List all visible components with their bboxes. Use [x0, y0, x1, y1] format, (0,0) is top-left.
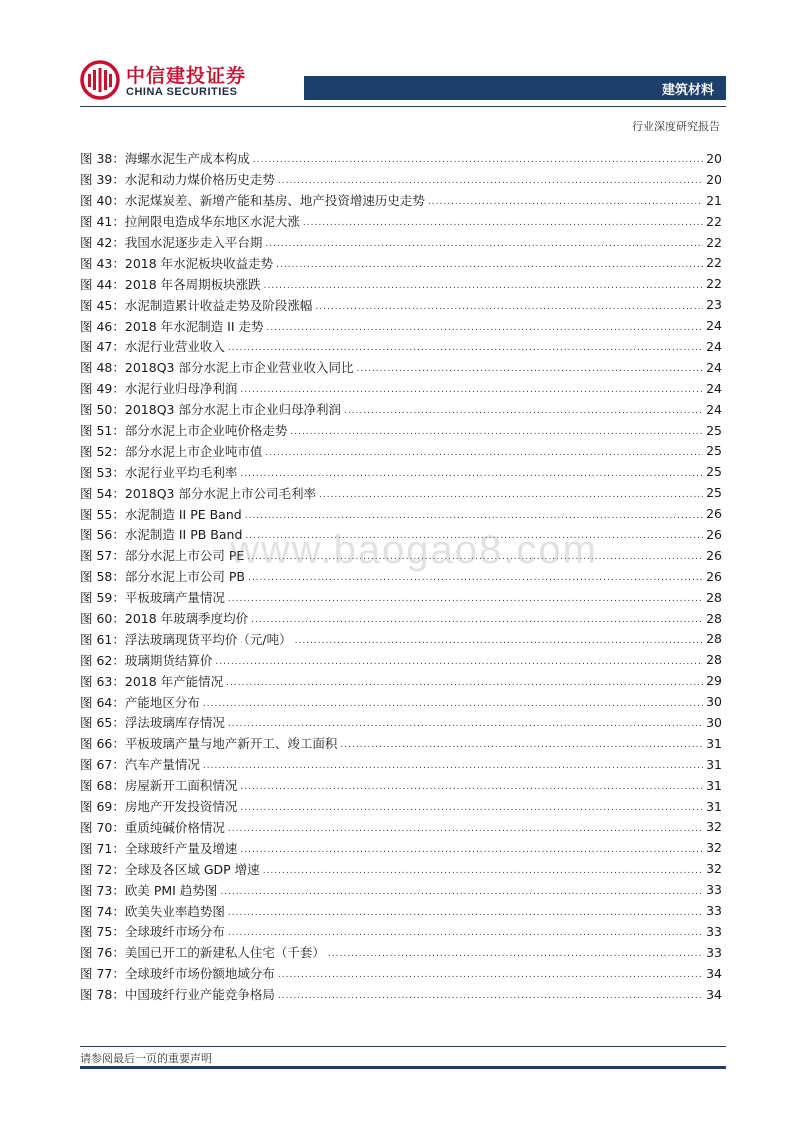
toc-entry-page: 22: [706, 213, 722, 229]
toc-leader-dots: [356, 364, 703, 374]
footer-bar: [80, 1066, 726, 1069]
toc-entry-title: 图 50：2018Q3 部分水泥上市企业归母净利润: [80, 402, 341, 418]
toc-leader-dots: [228, 719, 703, 729]
toc-leader-dots: [278, 176, 703, 186]
toc-entry[interactable]: [80, 858, 722, 879]
footer-divider: [80, 1046, 726, 1047]
toc-entry-title: 图 43：2018 年水泥板块收益走势: [80, 255, 274, 271]
toc-leader-dots: [264, 281, 703, 291]
toc-entry-page: 30: [706, 694, 722, 710]
toc-leader-dots: [265, 239, 703, 249]
toc-entry[interactable]: [80, 273, 722, 294]
toc-entry-title: 图 57：部分水泥上市公司 PE: [80, 548, 245, 564]
toc-entry-title: 图 48：2018Q3 部分水泥上市企业营业收入同比: [80, 360, 354, 376]
toc-entry[interactable]: [80, 984, 722, 1005]
toc-entry-page: 32: [706, 819, 722, 835]
toc-entry[interactable]: [80, 879, 722, 900]
toc-entry-title: 图 53：水泥行业平均毛利率: [80, 464, 238, 480]
company-logo: [80, 60, 250, 102]
section-title: 建筑材料: [661, 83, 714, 98]
toc-leader-dots: [278, 991, 703, 1001]
toc-entry-title: 图 42：我国水泥逐步走入平台期: [80, 235, 263, 250]
toc-entry-page: 28: [706, 652, 722, 668]
toc-entry-page: 26: [706, 547, 722, 563]
toc-entry-title: 图 73：欧美 PMI 趋势图: [80, 882, 218, 898]
toc-leader-dots: [248, 573, 703, 583]
toc-entry-page: 33: [706, 944, 722, 960]
toc-leader-dots: [276, 260, 703, 270]
toc-entry[interactable]: [80, 942, 722, 963]
footer-notice: 请参阅最后一页的重要声明: [80, 1052, 212, 1065]
page-header: [0, 0, 800, 140]
toc-entry-page: 33: [706, 882, 722, 898]
toc-entry-title: 图 47：水泥行业营业收入: [80, 339, 225, 355]
toc-entry-title: 图 67：汽车产量情况: [80, 757, 200, 773]
toc-entry[interactable]: [80, 420, 722, 441]
toc-leader-dots: [240, 469, 703, 479]
toc-entry-title: 图 41：拉闸限电造成华东地区水泥大涨: [80, 214, 300, 230]
toc-leader-dots: [240, 845, 703, 855]
toc-entry-title: 图 46：2018 年水泥制造 II 走势: [80, 318, 264, 334]
toc-entry[interactable]: [80, 440, 722, 461]
toc-leader-dots: [319, 490, 703, 500]
toc-entry[interactable]: [80, 691, 722, 712]
toc-entry-title: 图 52：部分水泥上市企业吨市值: [80, 443, 263, 459]
toc-leader-dots: [228, 343, 703, 353]
toc-leader-dots: [278, 970, 703, 980]
toc-entry-page: 34: [706, 965, 722, 981]
toc-entry-page: 25: [706, 443, 722, 459]
toc-entry-page: 24: [706, 318, 722, 334]
toc-entry[interactable]: [80, 649, 722, 670]
watermark: www.baogao8.com: [230, 528, 598, 572]
toc-entry[interactable]: [80, 587, 722, 608]
figure-list: [80, 148, 722, 1005]
toc-entry-title: 图 59：平板玻璃产量情况: [80, 590, 225, 606]
toc-entry-page: 25: [706, 485, 722, 501]
toc-leader-dots: [220, 887, 703, 897]
toc-entry[interactable]: [80, 900, 722, 921]
toc-entry-page: 26: [706, 568, 722, 584]
toc-entry-title: 图 69：房地产开发投资情况: [80, 799, 238, 815]
toc-entry[interactable]: [80, 503, 722, 524]
toc-entry-title: 图 77：全球玻纤市场份额地域分布: [80, 966, 275, 982]
toc-entry[interactable]: [80, 712, 722, 733]
toc-entry-title: 图 66：平板玻璃产量与地产新开工、竣工面积: [80, 736, 338, 752]
toc-leader-dots: [344, 406, 703, 416]
toc-entry[interactable]: [80, 148, 722, 169]
toc-entry-title: 图 64：产能地区分布: [80, 694, 200, 710]
toc-entry-page: 32: [706, 840, 722, 856]
toc-entry[interactable]: [80, 169, 722, 190]
toc-entry[interactable]: [80, 232, 722, 253]
toc-leader-dots: [303, 218, 703, 228]
toc-entry-title: 图 61：浮法玻璃现货平均价（元/吨）: [80, 631, 292, 647]
toc-entry[interactable]: [80, 921, 722, 942]
toc-entry-page: 22: [706, 276, 722, 292]
toc-entry[interactable]: [80, 378, 722, 399]
toc-entry-page: 22: [706, 255, 722, 271]
toc-leader-dots: [265, 448, 703, 458]
toc-entry[interactable]: [80, 754, 722, 775]
toc-entry-page: 29: [706, 673, 722, 689]
toc-leader-dots: [266, 323, 703, 333]
toc-entry-page: 31: [706, 798, 722, 814]
toc-entry-page: 24: [706, 401, 722, 417]
toc-entry[interactable]: [80, 294, 722, 315]
toc-entry-title: 图 38：海螺水泥生产成本构成: [80, 151, 250, 167]
toc-entry[interactable]: [80, 357, 722, 378]
toc-entry-page: 24: [706, 359, 722, 375]
toc-entry-title: 图 45：水泥制造累计收益走势及阶段涨幅: [80, 297, 313, 313]
toc-entry[interactable]: [80, 252, 722, 273]
logo-english-name: CHINA SECURITIES: [126, 86, 238, 98]
toc-leader-dots: [263, 866, 703, 876]
toc-leader-dots: [240, 782, 703, 792]
toc-entry-title: 图 56：水泥制造 II PB Band: [80, 527, 243, 543]
toc-entry-title: 图 60：2018 年玻璃季度均价: [80, 611, 249, 627]
toc-entry[interactable]: [80, 837, 722, 858]
toc-entry-page: 30: [706, 714, 722, 730]
toc-entry-page: 33: [706, 923, 722, 939]
toc-leader-dots: [428, 197, 703, 207]
toc-leader-dots: [240, 803, 703, 813]
toc-entry-page: 25: [706, 464, 722, 480]
toc-leader-dots: [228, 908, 703, 918]
toc-entry[interactable]: [80, 399, 722, 420]
toc-leader-dots: [228, 594, 703, 604]
toc-entry-title: 图 55：水泥制造 II PE Band: [80, 506, 242, 522]
toc-entry[interactable]: [80, 461, 722, 482]
toc-entry-page: 28: [706, 610, 722, 626]
toc-entry-title: 图 70：重质纯碱价格情况: [80, 819, 225, 835]
toc-leader-dots: [203, 699, 703, 709]
toc-leader-dots: [203, 761, 703, 771]
toc-entry-title: 图 71：全球玻纤产量及增速: [80, 840, 238, 856]
toc-entry-page: 34: [706, 986, 722, 1002]
toc-leader-dots: [240, 385, 703, 395]
toc-entry-page: 32: [706, 861, 722, 877]
toc-entry-title: 图 62：玻璃期货结算价: [80, 652, 213, 668]
toc-entry-page: 26: [706, 526, 722, 542]
toc-entry-title: 图 58：部分水泥上市公司 PB: [80, 569, 245, 585]
toc-entry-page: 22: [706, 234, 722, 250]
toc-entry-page: 23: [706, 297, 722, 313]
toc-leader-dots: [245, 511, 703, 521]
toc-entry-page: 20: [706, 171, 722, 187]
toc-leader-dots: [295, 636, 704, 646]
citic-logo-icon: [80, 60, 120, 100]
toc-entry[interactable]: [80, 670, 722, 691]
toc-entry-page: 31: [706, 756, 722, 772]
toc-entry-title: 图 65：浮法玻璃库存情况: [80, 715, 225, 731]
toc-entry-title: 图 68：房屋新开工面积情况: [80, 778, 238, 794]
toc-entry[interactable]: [80, 817, 722, 838]
toc-leader-dots: [328, 949, 703, 959]
toc-entry-title: 图 39：水泥和动力煤价格历史走势: [80, 172, 275, 188]
toc-leader-dots: [215, 657, 703, 667]
toc-entry-title: 图 44：2018 年各周期板块涨跌: [80, 276, 261, 292]
toc-entry[interactable]: [80, 190, 722, 211]
toc-entry-title: 图 51：部分水泥上市企业吨价格走势: [80, 423, 288, 439]
toc-entry-page: 24: [706, 338, 722, 354]
toc-entry[interactable]: [80, 315, 722, 336]
toc-leader-dots: [253, 155, 703, 165]
toc-entry-title: 图 74：欧美失业率趋势图: [80, 903, 225, 919]
toc-entry-page: 26: [706, 506, 722, 522]
header-divider: [80, 106, 726, 107]
toc-entry-title: 图 49：水泥行业归母净利润: [80, 381, 238, 397]
toc-leader-dots: [226, 678, 703, 688]
toc-entry-title: 图 63：2018 年产能情况: [80, 673, 224, 689]
toc-entry-title: 图 40：水泥煤炭差、新增产能和基房、地产投资增速历史走势: [80, 193, 425, 209]
toc-leader-dots: [315, 302, 703, 312]
toc-entry[interactable]: [80, 796, 722, 817]
toc-leader-dots: [251, 615, 703, 625]
toc-entry-page: 28: [706, 589, 722, 605]
toc-leader-dots: [290, 427, 703, 437]
toc-entry-title: 图 75：全球玻纤市场分布: [80, 924, 225, 940]
toc-leader-dots: [228, 824, 703, 834]
toc-entry[interactable]: [80, 963, 722, 984]
toc-entry-title: 图 78：中国玻纤行业产能竞争格局: [80, 987, 275, 1003]
toc-entry-page: 24: [706, 380, 722, 396]
toc-entry[interactable]: [80, 628, 722, 649]
toc-entry-title: 图 72：全球及各区域 GDP 增速: [80, 861, 260, 877]
toc-entry-page: 20: [706, 150, 722, 166]
toc-entry[interactable]: [80, 608, 722, 629]
toc-entry-title: 图 54：2018Q3 部分水泥上市公司毛利率: [80, 485, 316, 501]
toc-entry-page: 33: [706, 903, 722, 918]
toc-leader-dots: [340, 740, 703, 750]
report-type-label: 行业深度研究报告: [632, 120, 720, 133]
toc-entry-page: 25: [706, 422, 722, 438]
toc-entry[interactable]: [80, 336, 722, 357]
toc-entry-page: 21: [706, 192, 722, 208]
toc-entry[interactable]: [80, 482, 722, 503]
toc-entry-title: 图 76：美国已开工的新建私人住宅（千套）: [80, 945, 325, 961]
toc-entry-page: 31: [706, 735, 722, 751]
toc-entry[interactable]: [80, 733, 722, 754]
toc-entry[interactable]: [80, 211, 722, 232]
toc-entry-page: 31: [706, 777, 722, 793]
section-title-bar: [304, 76, 726, 100]
toc-leader-dots: [228, 928, 703, 938]
toc-entry[interactable]: [80, 775, 722, 796]
logo-chinese-name: 中信建投证券: [126, 65, 247, 87]
toc-entry-page: 28: [706, 631, 722, 647]
